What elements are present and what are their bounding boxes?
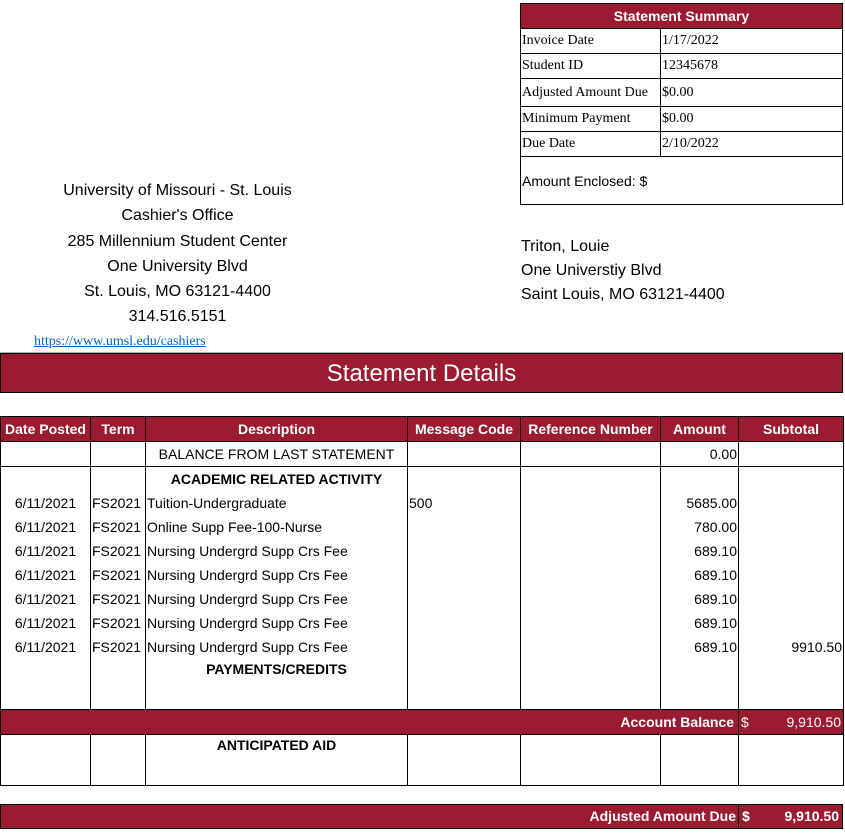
summary-row xyxy=(521,54,842,79)
summary-row xyxy=(521,79,842,107)
item-date: 6/11/2021 xyxy=(1,515,91,539)
table-row-payments xyxy=(1,659,844,710)
item-term: FS2021 xyxy=(91,491,146,515)
cell-empty xyxy=(408,659,521,710)
cell-empty xyxy=(661,659,739,710)
cell-empty xyxy=(408,442,521,467)
cell-empty xyxy=(408,467,521,492)
cell-empty xyxy=(91,442,146,467)
summary-value: $0.00 xyxy=(661,79,843,107)
school-city: St. Louis, MO 63121-4400 xyxy=(84,283,271,301)
item-amount: 5685.00 xyxy=(661,491,739,515)
item-reference xyxy=(521,587,661,611)
amount-enclosed-field[interactable]: Amount Enclosed: $ xyxy=(521,156,842,204)
cell-empty xyxy=(91,467,146,492)
summary-value: 1/17/2022 xyxy=(661,29,843,54)
table-row-balance xyxy=(1,442,844,467)
item-description: Nursing Undergrd Supp Crs Fee xyxy=(146,563,408,587)
column-header-message-code: Message Code xyxy=(408,417,521,442)
school-name: University of Missouri - St. Louis xyxy=(63,182,292,199)
table-row-section xyxy=(1,467,844,492)
adjusted-amount-value: 9,910.50 xyxy=(784,808,839,824)
balance-amount: 0.00 xyxy=(661,442,739,467)
school-office: Cashier's Office xyxy=(121,207,234,225)
school-address-line1: 285 Millennium Student Center xyxy=(67,232,288,250)
cell-empty xyxy=(1,735,91,786)
item-date: 6/11/2021 xyxy=(1,563,91,587)
item-term: FS2021 xyxy=(91,587,146,611)
adjusted-amount-label: Adjusted Amount Due xyxy=(589,808,736,824)
item-description: Nursing Undergrd Supp Crs Fee xyxy=(146,635,408,659)
item-description: Nursing Undergrd Supp Crs Fee xyxy=(146,539,408,563)
adjusted-amount xyxy=(738,805,842,828)
cell-empty xyxy=(521,467,661,492)
column-header-reference: Reference Number xyxy=(521,417,661,442)
summary-row xyxy=(521,107,842,132)
cell-empty xyxy=(91,735,146,786)
cell-empty xyxy=(521,659,661,710)
item-subtotal xyxy=(739,491,844,515)
cell-empty xyxy=(521,735,661,786)
item-description: Nursing Undergrd Supp Crs Fee xyxy=(146,587,408,611)
account-balance-value: 9,910.50 xyxy=(786,714,841,730)
academic-section-header: ACADEMIC RELATED ACTIVITY xyxy=(146,467,408,492)
item-term: FS2021 xyxy=(91,611,146,635)
item-subtotal xyxy=(739,611,844,635)
item-subtotal: 9910.50 xyxy=(739,635,844,659)
cell-empty xyxy=(739,659,844,710)
summary-table xyxy=(521,28,842,156)
item-reference xyxy=(521,515,661,539)
item-reference xyxy=(521,491,661,515)
item-amount: 689.10 xyxy=(661,587,739,611)
item-date: 6/11/2021 xyxy=(1,611,91,635)
item-subtotal xyxy=(739,563,844,587)
summary-value: $0.00 xyxy=(661,107,843,132)
item-description: Tuition-Undergraduate xyxy=(146,491,408,515)
student-address xyxy=(521,235,725,307)
summary-label: Due Date xyxy=(521,132,661,157)
payments-section-header: PAYMENTS/CREDITS xyxy=(146,659,408,710)
student-city: Saint Louis, MO 63121-4400 xyxy=(521,286,725,303)
item-reference xyxy=(521,563,661,587)
summary-value: 12345678 xyxy=(661,54,843,79)
table-row xyxy=(1,611,844,635)
cell-empty xyxy=(661,735,739,786)
summary-row xyxy=(521,29,842,54)
summary-label: Minimum Payment xyxy=(521,107,661,132)
balance-label: BALANCE FROM LAST STATEMENT xyxy=(146,442,408,467)
table-row xyxy=(1,539,844,563)
account-balance-label: Account Balance xyxy=(1,710,739,735)
table-row xyxy=(1,587,844,611)
item-term: FS2021 xyxy=(91,515,146,539)
summary-row xyxy=(521,132,842,157)
item-amount: 780.00 xyxy=(661,515,739,539)
item-subtotal xyxy=(739,587,844,611)
item-message-code: 500 xyxy=(408,491,521,515)
adjusted-amount-due-bar xyxy=(0,804,843,829)
item-message-code xyxy=(408,587,521,611)
item-amount: 689.10 xyxy=(661,539,739,563)
item-term: FS2021 xyxy=(91,635,146,659)
column-header-date: Date Posted xyxy=(1,417,91,442)
cell-empty xyxy=(739,735,844,786)
student-street: One Universtiy Blvd xyxy=(521,262,662,279)
cell-empty xyxy=(739,442,844,467)
cell-empty xyxy=(1,659,91,710)
item-message-code xyxy=(408,563,521,587)
item-message-code xyxy=(408,635,521,659)
cell-empty xyxy=(739,467,844,492)
statement-summary xyxy=(520,3,843,205)
item-description: Nursing Undergrd Supp Crs Fee xyxy=(146,611,408,635)
item-message-code xyxy=(408,539,521,563)
table-row xyxy=(1,635,844,659)
anticipated-section-header: ANTICIPATED AID xyxy=(146,735,408,786)
cell-empty xyxy=(1,442,91,467)
account-balance-amount xyxy=(739,710,844,735)
item-amount: 689.10 xyxy=(661,563,739,587)
column-header-description: Description xyxy=(146,417,408,442)
item-date: 6/11/2021 xyxy=(1,635,91,659)
item-reference xyxy=(521,611,661,635)
item-date: 6/11/2021 xyxy=(1,587,91,611)
column-header-amount: Amount xyxy=(661,417,739,442)
item-date: 6/11/2021 xyxy=(1,491,91,515)
item-message-code xyxy=(408,611,521,635)
table-header-row xyxy=(1,417,844,442)
item-reference xyxy=(521,539,661,563)
item-amount: 689.10 xyxy=(661,611,739,635)
item-description: Online Supp Fee-100-Nurse xyxy=(146,515,408,539)
cell-empty xyxy=(91,659,146,710)
item-subtotal xyxy=(739,539,844,563)
item-term: FS2021 xyxy=(91,539,146,563)
cell-empty xyxy=(1,467,91,492)
table-row xyxy=(1,563,844,587)
account-balance-row xyxy=(1,710,844,735)
table-row-anticipated xyxy=(1,735,844,786)
item-reference xyxy=(521,635,661,659)
school-address-line2: One University Blvd xyxy=(107,257,248,275)
item-amount: 689.10 xyxy=(661,635,739,659)
currency-symbol: $ xyxy=(742,808,750,824)
statement-details-title: Statement Details xyxy=(0,353,843,393)
column-header-term: Term xyxy=(91,417,146,442)
line-items xyxy=(1,491,844,659)
currency-symbol: $ xyxy=(741,714,749,730)
cell-empty xyxy=(661,467,739,492)
item-term: FS2021 xyxy=(91,563,146,587)
student-name: Triton, Louie xyxy=(521,238,610,255)
table-row xyxy=(1,491,844,515)
cell-empty xyxy=(521,442,661,467)
column-header-subtotal: Subtotal xyxy=(739,417,844,442)
summary-label: Adjusted Amount Due xyxy=(521,79,661,107)
item-date: 6/11/2021 xyxy=(1,539,91,563)
statement-details-table xyxy=(0,416,844,786)
table-row xyxy=(1,515,844,539)
school-phone: 314.516.5151 xyxy=(128,308,227,326)
item-subtotal xyxy=(739,515,844,539)
summary-title: Statement Summary xyxy=(521,4,842,28)
school-address xyxy=(35,178,320,330)
cashiers-link[interactable]: https://www.umsl.edu/cashiers xyxy=(34,334,206,349)
summary-label: Invoice Date xyxy=(521,29,661,54)
summary-label: Student ID xyxy=(521,54,661,79)
cell-empty xyxy=(408,735,521,786)
summary-value: 2/10/2022 xyxy=(661,132,843,157)
item-message-code xyxy=(408,515,521,539)
